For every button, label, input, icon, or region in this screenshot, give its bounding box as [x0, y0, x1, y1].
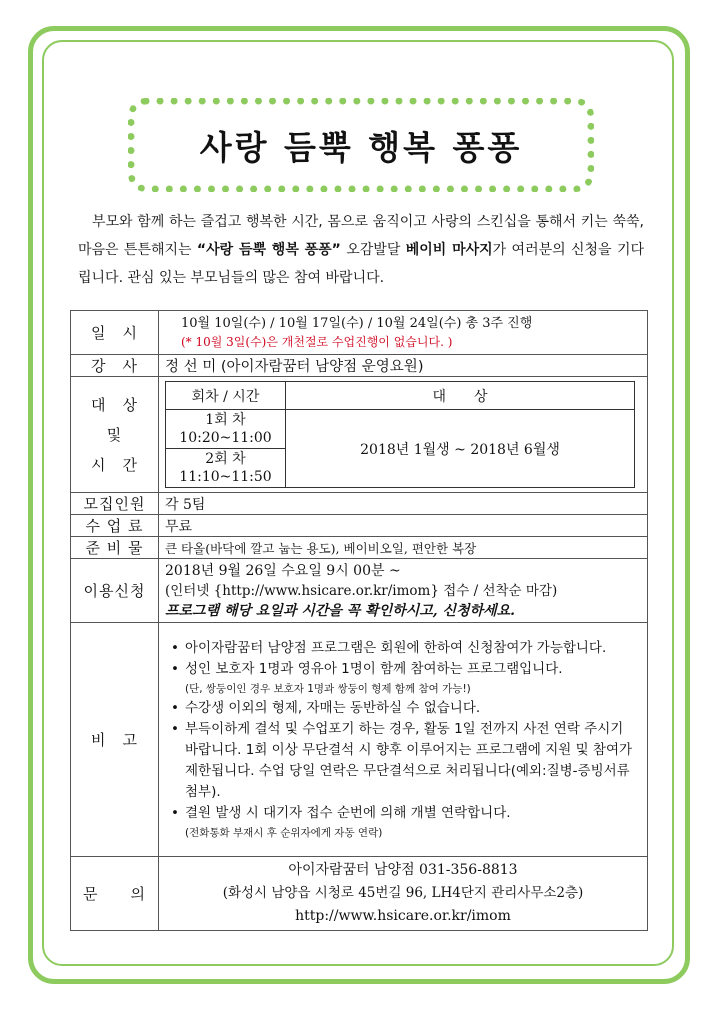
contact-address: (화성시 남양읍 시청로 45번길 96, LH4단지 관리사무소2층) — [222, 885, 584, 901]
intro-program-type: 베이비 마사지 — [405, 242, 493, 258]
info-table — [70, 310, 648, 931]
row-schedule — [71, 311, 648, 355]
target-label — [71, 377, 159, 493]
remark-2-detail: (단, 쌍둥이인 경우 보호자 1명과 쌍둥이 형제 함께 참여 가능!) — [185, 682, 471, 695]
target-label-1: 대 상 — [91, 395, 138, 414]
contact-website: http://www.hsicare.or.kr/imom — [295, 908, 511, 924]
contact-phone: 아이자람꿈터 남양점 031-356-8813 — [288, 862, 518, 878]
page-title: 사랑 듬뿍 행복 퐁퐁 — [199, 127, 523, 167]
fee-label: 수 업 료 — [71, 515, 159, 537]
intro-text-2: 오감발달 — [340, 242, 406, 258]
capacity-value: 각 5팀 — [159, 493, 648, 515]
apply-start: 2018년 9월 26일 수요일 9시 00분 ~ — [165, 562, 401, 579]
session-1-name: 1회 차 — [205, 412, 246, 428]
remarks-label: 비 고 — [71, 623, 159, 857]
audience-col-header: 대 상 — [286, 382, 635, 410]
row-contact — [71, 857, 648, 931]
row-capacity — [71, 493, 648, 515]
row-supplies — [71, 537, 648, 559]
session-2-time: 11:10~11:50 — [179, 469, 272, 485]
remark-5-detail: (전화통화 부재시 후 순위자에게 자동 연락) — [185, 826, 383, 839]
capacity-label: 모집인원 — [71, 493, 159, 515]
schedule-note: (* 10월 3일(수)은 개천절로 수업진행이 없습니다. ) — [181, 334, 453, 349]
remark-2: • 성인 보호자 1명과 영유아 1명이 함께 참여하는 프로그램입니다. — [171, 659, 639, 680]
schedule-dates: 10월 10일(수) / 10월 17일(수) / 10월 24일(수) 총 3주 진행 — [181, 315, 533, 331]
session-2-name: 2회 차 — [205, 451, 246, 467]
instructor-value: 정 선 미 (아이자람꿈터 남양점 운영요원) — [159, 355, 648, 377]
supplies-label: 준 비 물 — [71, 537, 159, 559]
session-1-time: 10:20~11:00 — [179, 430, 272, 446]
supplies-value: 큰 타올(바닥에 깔고 눕는 용도), 베이비오일, 편안한 복장 — [159, 537, 648, 559]
apply-label: 이용신청 — [71, 559, 159, 623]
contact-label: 문 의 — [71, 857, 159, 931]
instructor-label: 강 사 — [71, 355, 159, 377]
fee-value: 무료 — [159, 515, 648, 537]
title-box — [128, 98, 594, 192]
intro-text-1: 부모와 함께 하는 즐겁고 행복한 시간, 몸으로 움직이고 사랑의 스킨십을 통해서 키는 쑥쑥, 마음은 튼튼해지는 — [78, 214, 644, 258]
row-target — [71, 377, 648, 493]
schedule-label: 일 시 — [71, 311, 159, 355]
session-2 — [166, 449, 286, 488]
row-apply — [71, 559, 648, 623]
session-table — [165, 381, 635, 488]
apply-notice: 프로그램 해당 요일과 시간을 꼭 확인하시고, 신청하세요. — [165, 602, 516, 619]
session-col-header: 회차 / 시간 — [166, 382, 286, 410]
audience-value: 2018년 1월생 ~ 2018년 6월생 — [286, 410, 635, 488]
intro-text-3: 가 여러분의 신청을 기다립니다. 관심 있는 부모님들의 많은 참여 바랍니다. — [78, 242, 644, 286]
remark-1: • 아이자람꿈터 남양점 프로그램은 회원에 한하여 신청참여가 가능합니다. — [171, 638, 639, 659]
apply-method: (인터넷 {http://www.hsicare.or.kr/imom} 접수 / 선착순 마감) — [165, 582, 558, 599]
row-instructor — [71, 355, 648, 377]
remarks-list — [163, 638, 639, 842]
intro-program-name: “사랑 듬뿍 행복 퐁퐁” — [196, 242, 341, 258]
target-label-3: 시 간 — [91, 455, 138, 474]
row-fee — [71, 515, 648, 537]
remark-3: • 수강생 이외의 형제, 자매는 동반하실 수 없습니다. — [171, 698, 639, 719]
target-label-2: 및 — [106, 425, 123, 444]
remark-4: • 부득이하게 결석 및 수업포기 하는 경우, 활동 1일 전까지 사전 연락 주시기 바랍니다. 1회 이상 무단결석 시 향후 이루어지는 프로그램에 지원 및 참여가 제한됩니다. 수업 당일 연락은 무단결석으로 처리됩니다(예외:질병-증빙서류첨부). — [171, 719, 639, 803]
session-1 — [166, 410, 286, 449]
row-remarks — [71, 623, 648, 857]
intro-paragraph — [78, 208, 644, 292]
remark-5: • 결원 발생 시 대기자 접수 순번에 의해 개별 연락합니다. — [171, 803, 639, 824]
